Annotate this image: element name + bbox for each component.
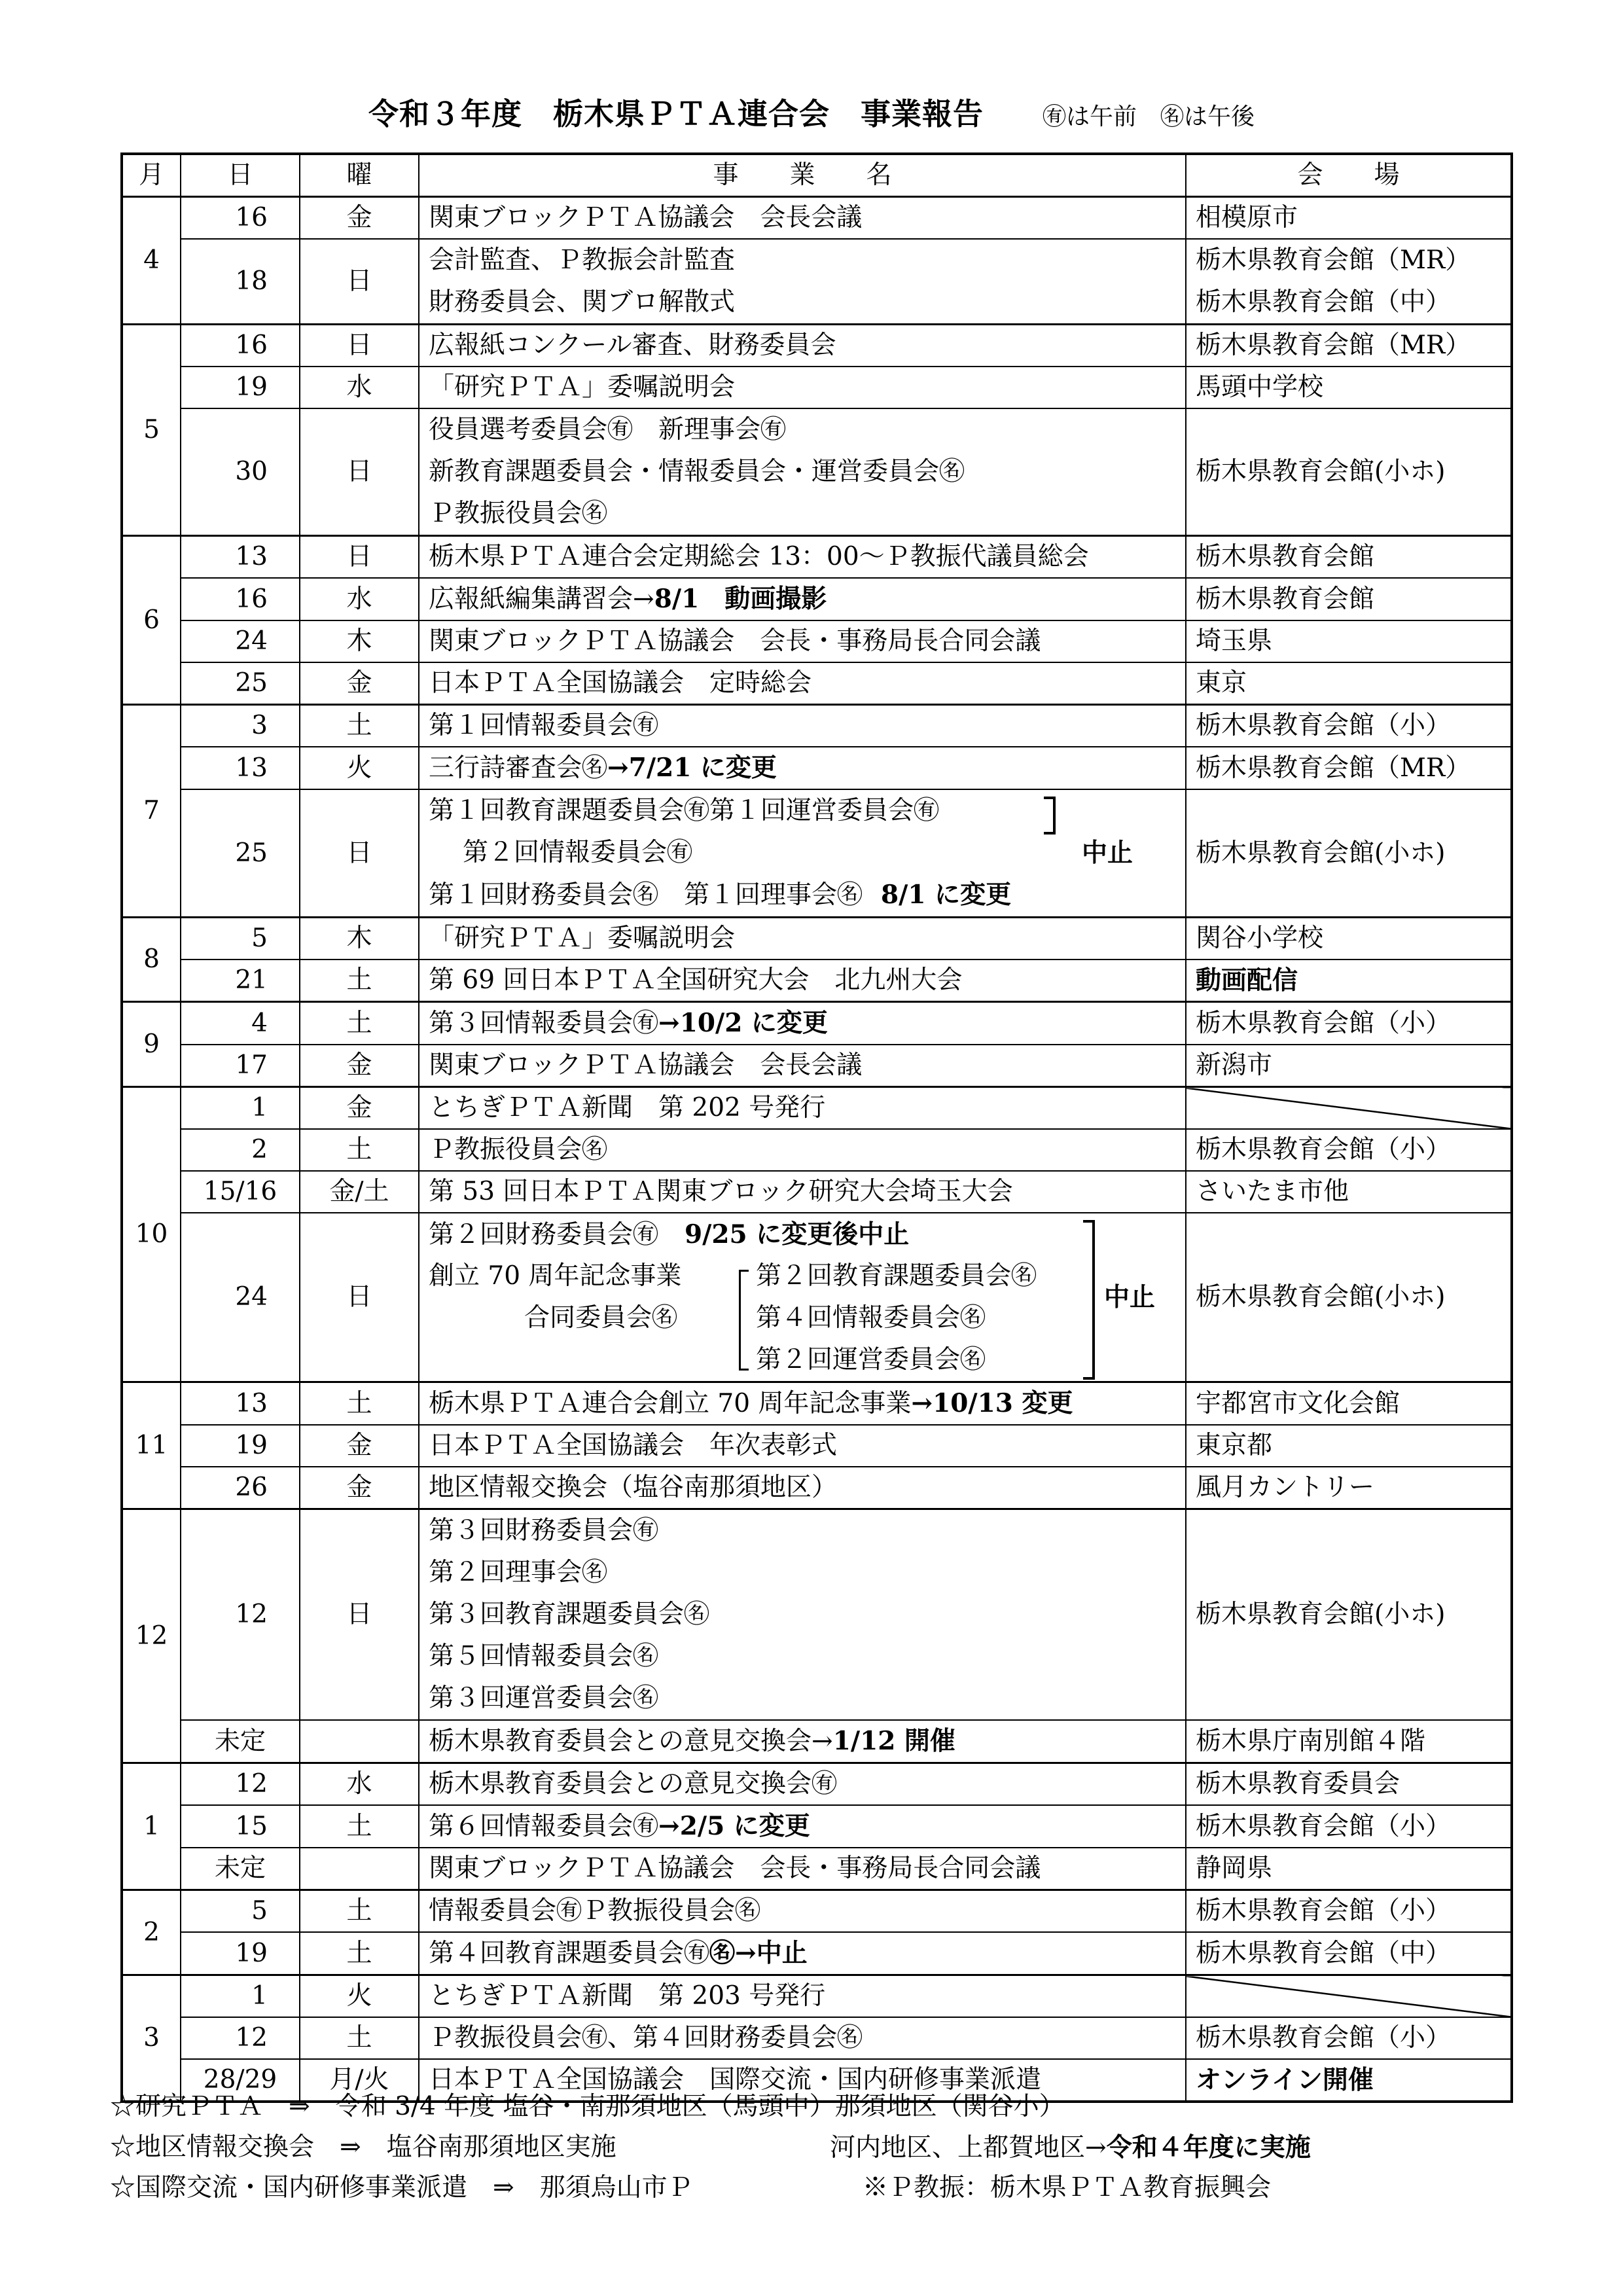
table-row xyxy=(122,1932,1512,1975)
dow-cell: 土 xyxy=(300,1932,419,1975)
footnote-note: 令和４年度に実施 xyxy=(1106,2132,1311,2162)
day-cell: 13 xyxy=(181,1382,300,1426)
day-cell: 12 xyxy=(181,1763,300,1806)
table-row xyxy=(122,1171,1512,1213)
event-text: 三行詩審査会㊔ xyxy=(429,753,608,783)
event-cell: とちぎＰＴＡ新聞 第 202 号発行 xyxy=(419,1087,1186,1130)
change-note: 1/12 開催 xyxy=(832,1726,955,1756)
event-text: 栃木県教育委員会との意見交換会→ xyxy=(429,1727,833,1756)
venue-cell: 栃木県教育会館（MR） xyxy=(1186,325,1512,367)
event-cell: Ｐ教振役員会㊒、第４回財務委員会㊔ xyxy=(419,2017,1186,2059)
event-cell: Ｐ教振役員会㊔ xyxy=(419,1129,1186,1171)
event-line: 第３回運営委員会㊔ xyxy=(429,1683,659,1713)
footnote-text: ☆国際交流・国内研修事業派遣 ⇒ 那須烏山市Ｐ xyxy=(110,2173,693,2202)
venue-cell: 栃木県教育会館（小） xyxy=(1186,1002,1512,1045)
event-text: 第３回情報委員会㊒ xyxy=(429,1009,659,1038)
day-cell: 16 xyxy=(181,197,300,240)
venue-cell-empty xyxy=(1186,1975,1512,2018)
event-cell xyxy=(419,1932,1186,1975)
event-cell xyxy=(419,239,1186,325)
venue-cell: 栃木県教育会館 xyxy=(1186,536,1512,579)
dow-cell: 土 xyxy=(300,1890,419,1933)
venue-cell: 栃木県教育会館（小） xyxy=(1186,1890,1512,1933)
table-row xyxy=(122,1002,1512,1045)
table-row xyxy=(122,367,1512,408)
table-row xyxy=(122,1763,1512,1806)
dow-cell: 日 xyxy=(300,1509,419,1721)
venue-cell: 馬頭中学校 xyxy=(1186,367,1512,408)
event-text: 広報紙編集講習会→ xyxy=(429,584,654,614)
event-cell: 日本ＰＴＡ全国協議会 定時総会 xyxy=(419,662,1186,705)
venue-cell: 栃木県教育会館（小） xyxy=(1186,1805,1512,1848)
change-note: →10/13 変更 xyxy=(911,1388,1073,1418)
event-cell: 「研究ＰＴＡ」委嘱説明会 xyxy=(419,367,1186,408)
dow-cell: 水 xyxy=(300,578,419,620)
event-cell: 広報紙コンクール審査、財務委員会 xyxy=(419,325,1186,367)
footnote-international xyxy=(110,2168,1550,2208)
venue-cell: 埼玉県 xyxy=(1186,620,1512,662)
month-cell: 9 xyxy=(122,1002,181,1087)
venue-cell: 栃木県庁南別館４階 xyxy=(1186,1720,1512,1763)
event-cell: とちぎＰＴＡ新聞 第 203 号発行 xyxy=(419,1975,1186,2018)
header-dow: 曜 xyxy=(300,154,419,197)
event-line: 第５回情報委員会㊔ xyxy=(429,1641,659,1671)
table-row xyxy=(122,1382,1512,1426)
change-note: 9/25 に変更後中止 xyxy=(685,1219,910,1249)
table-row xyxy=(122,918,1512,960)
event-cell xyxy=(419,789,1186,918)
venue-cell: 栃木県教育会館（小） xyxy=(1186,705,1512,747)
footnote-text-right xyxy=(830,2127,1311,2168)
event-cell: 第１回情報委員会㊒ xyxy=(419,705,1186,747)
dow-cell: 金 xyxy=(300,1087,419,1130)
table-row xyxy=(122,1467,1512,1509)
day-cell: 21 xyxy=(181,960,300,1002)
event-cell: 関東ブロックＰＴＡ協議会 会長・事務局長合同会議 xyxy=(419,1848,1186,1890)
dow-cell: 金 xyxy=(300,1467,419,1509)
event-cell xyxy=(419,1509,1186,1721)
change-note: 8/1 に変更 xyxy=(881,880,1012,910)
change-note: 8/1 動画撮影 xyxy=(654,584,827,614)
venue-cell: 東京 xyxy=(1186,662,1512,705)
day-cell: 13 xyxy=(181,536,300,579)
event-line: Ｐ教振役員会㊔ xyxy=(429,499,608,528)
dow-cell: 土 xyxy=(300,1129,419,1171)
day-cell: 25 xyxy=(181,789,300,918)
dow-cell: 土 xyxy=(300,960,419,1002)
month-cell: 6 xyxy=(122,536,181,705)
table-row xyxy=(122,1890,1512,1933)
dow-cell: 土 xyxy=(300,1382,419,1426)
day-cell: 15 xyxy=(181,1805,300,1848)
table-row xyxy=(122,1509,1512,1721)
event-cell: 情報委員会㊒Ｐ教振役員会㊔ xyxy=(419,1890,1186,1933)
header-event: 事 業 名 xyxy=(419,154,1186,197)
footnote-text: 河内地区、上都賀地区→ xyxy=(830,2133,1107,2162)
day-cell: 24 xyxy=(181,1213,300,1382)
table-row xyxy=(122,1129,1512,1171)
table-row xyxy=(122,408,1512,536)
dow-cell: 月/火 xyxy=(300,2059,419,2102)
dow-cell: 日 xyxy=(300,789,419,918)
event-line xyxy=(429,874,1176,916)
event-cell: 関東ブロックＰＴＡ協議会 会長会議 xyxy=(419,1045,1186,1087)
dow-cell: 水 xyxy=(300,367,419,408)
footnotes xyxy=(110,2087,1550,2208)
cancel-group xyxy=(429,1213,1176,1381)
venue-cell: 新潟市 xyxy=(1186,1045,1512,1087)
venue-cell: 栃木県教育会館（MR） xyxy=(1186,747,1512,789)
event-line: 新教育課題委員会・情報委員会・運営委員会㊔ xyxy=(429,457,965,486)
table-row xyxy=(122,536,1512,579)
day-cell: 1 xyxy=(181,1975,300,2018)
sub-event: 第２回運営委員会㊔ xyxy=(756,1345,986,1374)
event-text: 第１回財務委員会㊔ 第１回理事会㊔ xyxy=(429,880,863,910)
event-cell: 関東ブロックＰＴＡ協議会 会長会議 xyxy=(419,197,1186,240)
day-cell: 12 xyxy=(181,1509,300,1721)
table-header-row xyxy=(122,154,1512,197)
day-cell: 17 xyxy=(181,1045,300,1087)
dow-cell xyxy=(300,1720,419,1763)
header-day: 日 xyxy=(181,154,300,197)
venue-cell-empty xyxy=(1186,1087,1512,1130)
event-line: 創立 70 周年記念事業 xyxy=(429,1261,682,1291)
am-pm-legend: ㊒は午前 ㊔は午後 xyxy=(1042,103,1255,130)
venue-cell: 風月カントリー xyxy=(1186,1467,1512,1509)
venue-cell: 栃木県教育委員会 xyxy=(1186,1763,1512,1806)
dow-cell: 日 xyxy=(300,325,419,367)
footnote-regional-exchange xyxy=(110,2127,1550,2168)
table-row xyxy=(122,578,1512,620)
dow-cell: 金 xyxy=(300,197,419,240)
day-cell: 18 xyxy=(181,239,300,325)
event-line: 第２回情報委員会㊒ xyxy=(463,838,693,867)
dow-cell: 土 xyxy=(300,1805,419,1848)
venue-cell: 栃木県教育会館(小ホ) xyxy=(1186,408,1512,536)
change-note: →10/2 に変更 xyxy=(658,1008,828,1038)
event-cell: 「研究ＰＴＡ」委嘱説明会 xyxy=(419,918,1186,960)
day-cell: 3 xyxy=(181,705,300,747)
venue-cell: 栃木県教育会館（中） xyxy=(1186,1932,1512,1975)
venue-cell: 栃木県教育会館(小ホ) xyxy=(1186,1509,1512,1721)
dow-cell: 日 xyxy=(300,1213,419,1382)
table-row xyxy=(122,1975,1512,2018)
sub-event: 第４回情報委員会㊔ xyxy=(756,1303,986,1333)
day-cell: 19 xyxy=(181,367,300,408)
day-cell: 16 xyxy=(181,325,300,367)
event-cell: 栃木県教育委員会との意見交換会㊒ xyxy=(419,1763,1186,1806)
event-cell: 日本ＰＴＡ全国協議会 国際交流・国内研修事業派遣 xyxy=(419,2059,1186,2102)
venue-cell: 栃木県教育会館(小ホ) xyxy=(1186,789,1512,918)
table-row xyxy=(122,325,1512,367)
venue-cell: さいたま市他 xyxy=(1186,1171,1512,1213)
month-cell: 12 xyxy=(122,1509,181,1763)
venue-cell: 相模原市 xyxy=(1186,197,1512,240)
month-cell: 2 xyxy=(122,1890,181,1975)
dow-cell xyxy=(300,1848,419,1890)
venue-line: 栃木県教育会館（MR） xyxy=(1196,245,1471,275)
event-text: 栃木県ＰＴＡ連合会創立 70 周年記念事業 xyxy=(429,1389,912,1418)
venue-cell: オンライン開催 xyxy=(1186,2059,1512,2102)
event-table xyxy=(120,152,1513,2103)
table-row xyxy=(122,747,1512,789)
venue-cell: 動画配信 xyxy=(1186,960,1512,1002)
footnote-text: ☆地区情報交換会 ⇒ 塩谷南那須地区実施 xyxy=(110,2132,616,2162)
sub-event: 第２回教育課題委員会㊔ xyxy=(756,1261,1037,1291)
table-row xyxy=(122,1045,1512,1087)
month-cell: 1 xyxy=(122,1763,181,1890)
day-cell: 5 xyxy=(181,1890,300,1933)
table-row xyxy=(122,197,1512,240)
day-cell: 19 xyxy=(181,1425,300,1467)
event-cell: 地区情報交換会（塩谷南那須地区） xyxy=(419,1467,1186,1509)
event-cell xyxy=(419,578,1186,620)
event-cell xyxy=(419,747,1186,789)
dow-cell: 金 xyxy=(300,1045,419,1087)
right-bracket xyxy=(1044,797,1056,834)
cancelled-label: 中止 xyxy=(1082,838,1133,868)
event-line: 第２回理事会㊔ xyxy=(429,1558,608,1587)
event-cell xyxy=(419,1805,1186,1848)
day-cell: 5 xyxy=(181,918,300,960)
dow-cell: 土 xyxy=(300,1002,419,1045)
dow-cell: 水 xyxy=(300,1763,419,1806)
venue-cell: 東京都 xyxy=(1186,1425,1512,1467)
day-cell: 15/16 xyxy=(181,1171,300,1213)
event-line: 合同委員会㊔ xyxy=(524,1303,678,1333)
month-cell: 5 xyxy=(122,325,181,536)
month-cell: 4 xyxy=(122,197,181,325)
table-row xyxy=(122,1805,1512,1848)
table-row xyxy=(122,1720,1512,1763)
event-line: 第１回教育課題委員会㊒第１回運営委員会㊒ xyxy=(429,796,940,825)
dow-cell: 日 xyxy=(300,239,419,325)
event-line: 財務委員会、関ブロ解散式 xyxy=(429,287,736,317)
day-cell: 1 xyxy=(181,1087,300,1130)
day-cell: 4 xyxy=(181,1002,300,1045)
month-cell: 11 xyxy=(122,1382,181,1509)
day-cell: 30 xyxy=(181,408,300,536)
event-cell xyxy=(419,1002,1186,1045)
venue-cell: 栃木県教育会館（小） xyxy=(1186,1129,1512,1171)
day-cell: 2 xyxy=(181,1129,300,1171)
table-row xyxy=(122,705,1512,747)
day-cell: 28/29 xyxy=(181,2059,300,2102)
event-line: 第３回教育課題委員会㊔ xyxy=(429,1600,710,1629)
event-line: 役員選考委員会㊒ 新理事会㊒ xyxy=(429,415,787,444)
venue-cell xyxy=(1186,239,1512,325)
day-cell: 26 xyxy=(181,1467,300,1509)
event-cell xyxy=(419,408,1186,536)
day-cell: 12 xyxy=(181,2017,300,2059)
event-cell: 第 69 回日本ＰＴＡ全国研究大会 北九州大会 xyxy=(419,960,1186,1002)
table-row xyxy=(122,1213,1512,1382)
table-row xyxy=(122,1087,1512,1130)
venue-cell: 静岡県 xyxy=(1186,1848,1512,1890)
event-cell xyxy=(419,1213,1186,1382)
document-title xyxy=(0,90,1623,136)
header-venue: 会 場 xyxy=(1186,154,1512,197)
event-line: 第３回財務委員会㊒ xyxy=(429,1516,659,1545)
cancel-group xyxy=(429,790,1176,916)
table-row xyxy=(122,960,1512,1002)
day-cell: 25 xyxy=(181,662,300,705)
dow-cell: 木 xyxy=(300,918,419,960)
event-cell: 第 53 回日本ＰＴＡ関東ブロック研究大会埼玉大会 xyxy=(419,1171,1186,1213)
day-cell: 未定 xyxy=(181,1848,300,1890)
dow-cell: 金/土 xyxy=(300,1171,419,1213)
venue-cell: 栃木県教育会館(小ホ) xyxy=(1186,1213,1512,1382)
change-note: ㊔→中止 xyxy=(709,1938,808,1968)
footnote-text: ☆研究ＰＴＡ ⇒ 令和 3/4 年度 塩谷・南那須地区（馬頭中）那須地区（関谷小） xyxy=(110,2092,1065,2121)
day-cell: 未定 xyxy=(181,1720,300,1763)
venue-cell: 栃木県教育会館 xyxy=(1186,578,1512,620)
table-row xyxy=(122,1425,1512,1467)
event-line: 会計監査、Ｐ教振会計監査 xyxy=(429,245,736,275)
month-cell: 8 xyxy=(122,918,181,1002)
dow-cell: 木 xyxy=(300,620,419,662)
day-cell: 16 xyxy=(181,578,300,620)
event-cell xyxy=(419,1720,1186,1763)
event-text: 第２回財務委員会㊒ xyxy=(429,1220,659,1249)
dow-cell: 日 xyxy=(300,408,419,536)
dow-cell: 日 xyxy=(300,536,419,579)
change-note: →7/21 に変更 xyxy=(607,753,777,783)
dow-cell: 火 xyxy=(300,747,419,789)
footnote-research-pta xyxy=(110,2087,1550,2127)
event-cell: 日本ＰＴＡ全国協議会 年次表彰式 xyxy=(419,1425,1186,1467)
table-row xyxy=(122,620,1512,662)
event-cell: 栃木県ＰＴＡ連合会定期総会 13：00～Ｐ教振代議員総会 xyxy=(419,536,1186,579)
change-note: →2/5 に変更 xyxy=(658,1811,810,1841)
table-row xyxy=(122,1848,1512,1890)
cancelled-label: 中止 xyxy=(1104,1282,1156,1312)
table-row xyxy=(122,2017,1512,2059)
venue-line: 栃木県教育会館（中） xyxy=(1196,287,1452,317)
event-text: 第６回情報委員会㊒ xyxy=(429,1812,659,1841)
table-row xyxy=(122,662,1512,705)
venue-cell: 関谷小学校 xyxy=(1186,918,1512,960)
left-brace xyxy=(739,1270,749,1371)
event-line xyxy=(429,1213,909,1256)
dow-cell: 金 xyxy=(300,1425,419,1467)
venue-cell: 宇都宮市文化会館 xyxy=(1186,1382,1512,1426)
event-cell xyxy=(419,1382,1186,1426)
table-row xyxy=(122,789,1512,918)
header-month: 月 xyxy=(122,154,181,197)
month-cell: 7 xyxy=(122,705,181,918)
day-cell: 24 xyxy=(181,620,300,662)
right-bracket xyxy=(1083,1220,1095,1380)
day-cell: 13 xyxy=(181,747,300,789)
month-cell: 3 xyxy=(122,1975,181,2102)
table-row xyxy=(122,239,1512,325)
dow-cell: 土 xyxy=(300,705,419,747)
report-title: 令和３年度 栃木県ＰＴＡ連合会 事業報告 xyxy=(368,96,984,132)
dow-cell: 土 xyxy=(300,2017,419,2059)
venue-cell: 栃木県教育会館（小） xyxy=(1186,2017,1512,2059)
event-text: 第４回教育課題委員会㊒ xyxy=(429,1939,710,1968)
event-cell: 関東ブロックＰＴＡ協議会 会長・事務局長合同会議 xyxy=(419,620,1186,662)
footnote-abbrev: ※Ｐ教振：栃木県ＰＴＡ教育振興会 xyxy=(863,2173,1272,2202)
month-cell: 10 xyxy=(122,1087,181,1382)
dow-cell: 火 xyxy=(300,1975,419,2018)
day-cell: 19 xyxy=(181,1932,300,1975)
dow-cell: 金 xyxy=(300,662,419,705)
